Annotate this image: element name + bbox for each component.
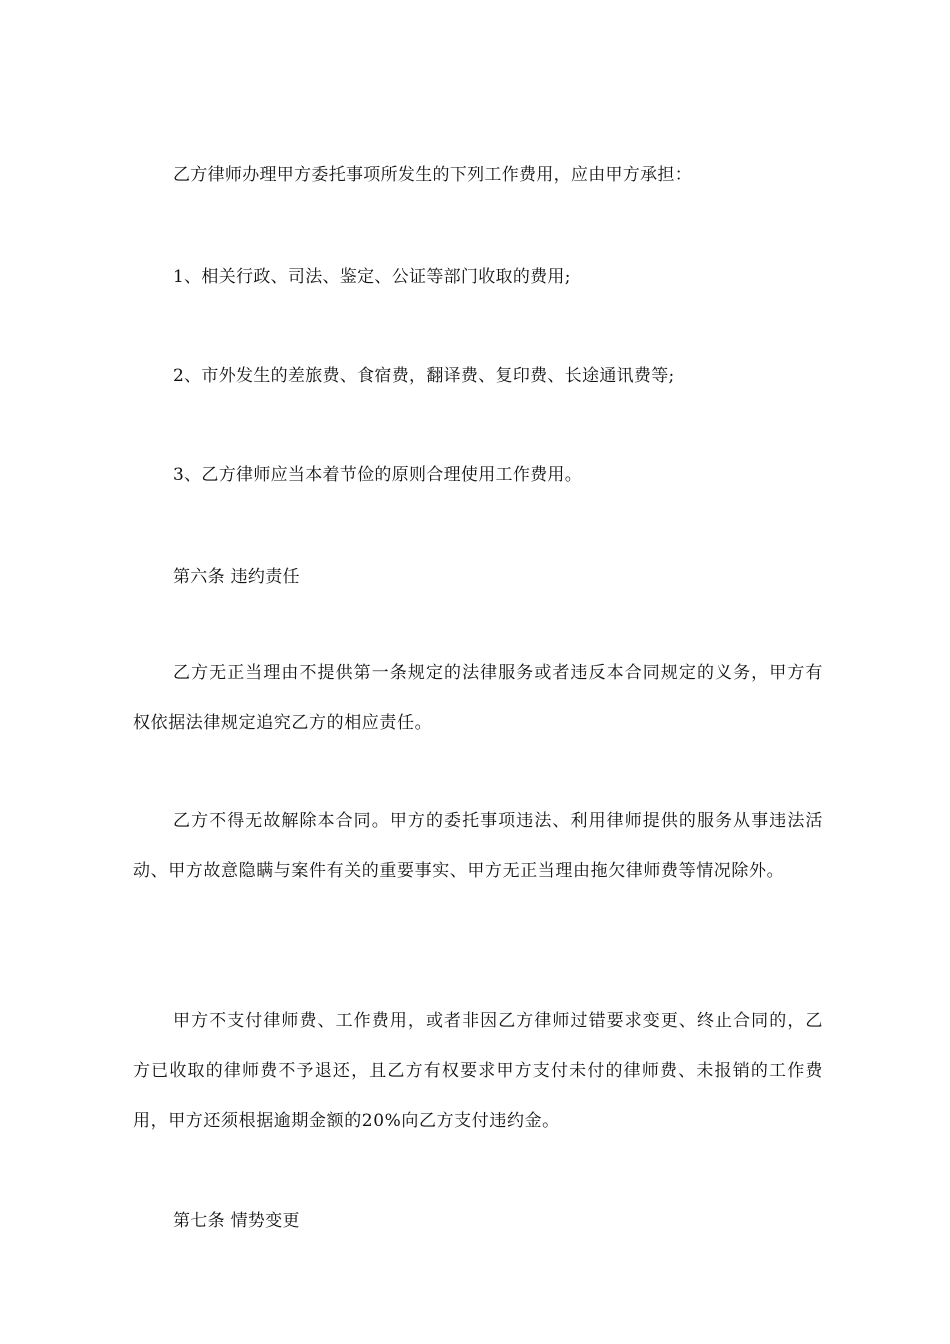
article-6-paragraph-3: 甲方不支付律师费、工作费用，或者非因乙方律师过错要求变更、终止合同的，乙方已收取的律师费不予退还，且乙方有权要求甲方支付未付的律师费、未报销的工作费用，甲方还须根据逾期金额的20%向乙方支付违约金。 — [133, 1011, 823, 1131]
expense-item-3: 3、乙方律师应当本着节俭的原则合理使用工作费用。 — [173, 465, 583, 485]
article-6-paragraph-1: 乙方无正当理由不提供第一条规定的法律服务或者违反本合同规定的义务，甲方有权依据法律规定追究乙方的相应责任。 — [133, 663, 823, 733]
article-7-heading: 第七条 情势变更 — [173, 1211, 300, 1231]
article-6-heading: 第六条 违约责任 — [173, 567, 300, 587]
expense-item-1: 1、相关行政、司法、鉴定、公证等部门收取的费用; — [173, 267, 571, 287]
article-6-paragraph-2: 乙方不得无故解除本合同。甲方的委托事项违法、利用律师提供的服务从事违法活动、甲方故意隐瞒与案件有关的重要事实、甲方无正当理由拖欠律师费等情况除外。 — [133, 811, 823, 881]
expense-item-2: 2、市外发生的差旅费、食宿费，翻译费、复印费、长途通讯费等; — [173, 366, 675, 386]
expense-intro: 乙方律师办理甲方委托事项所发生的下列工作费用，应由甲方承担： — [173, 165, 692, 185]
